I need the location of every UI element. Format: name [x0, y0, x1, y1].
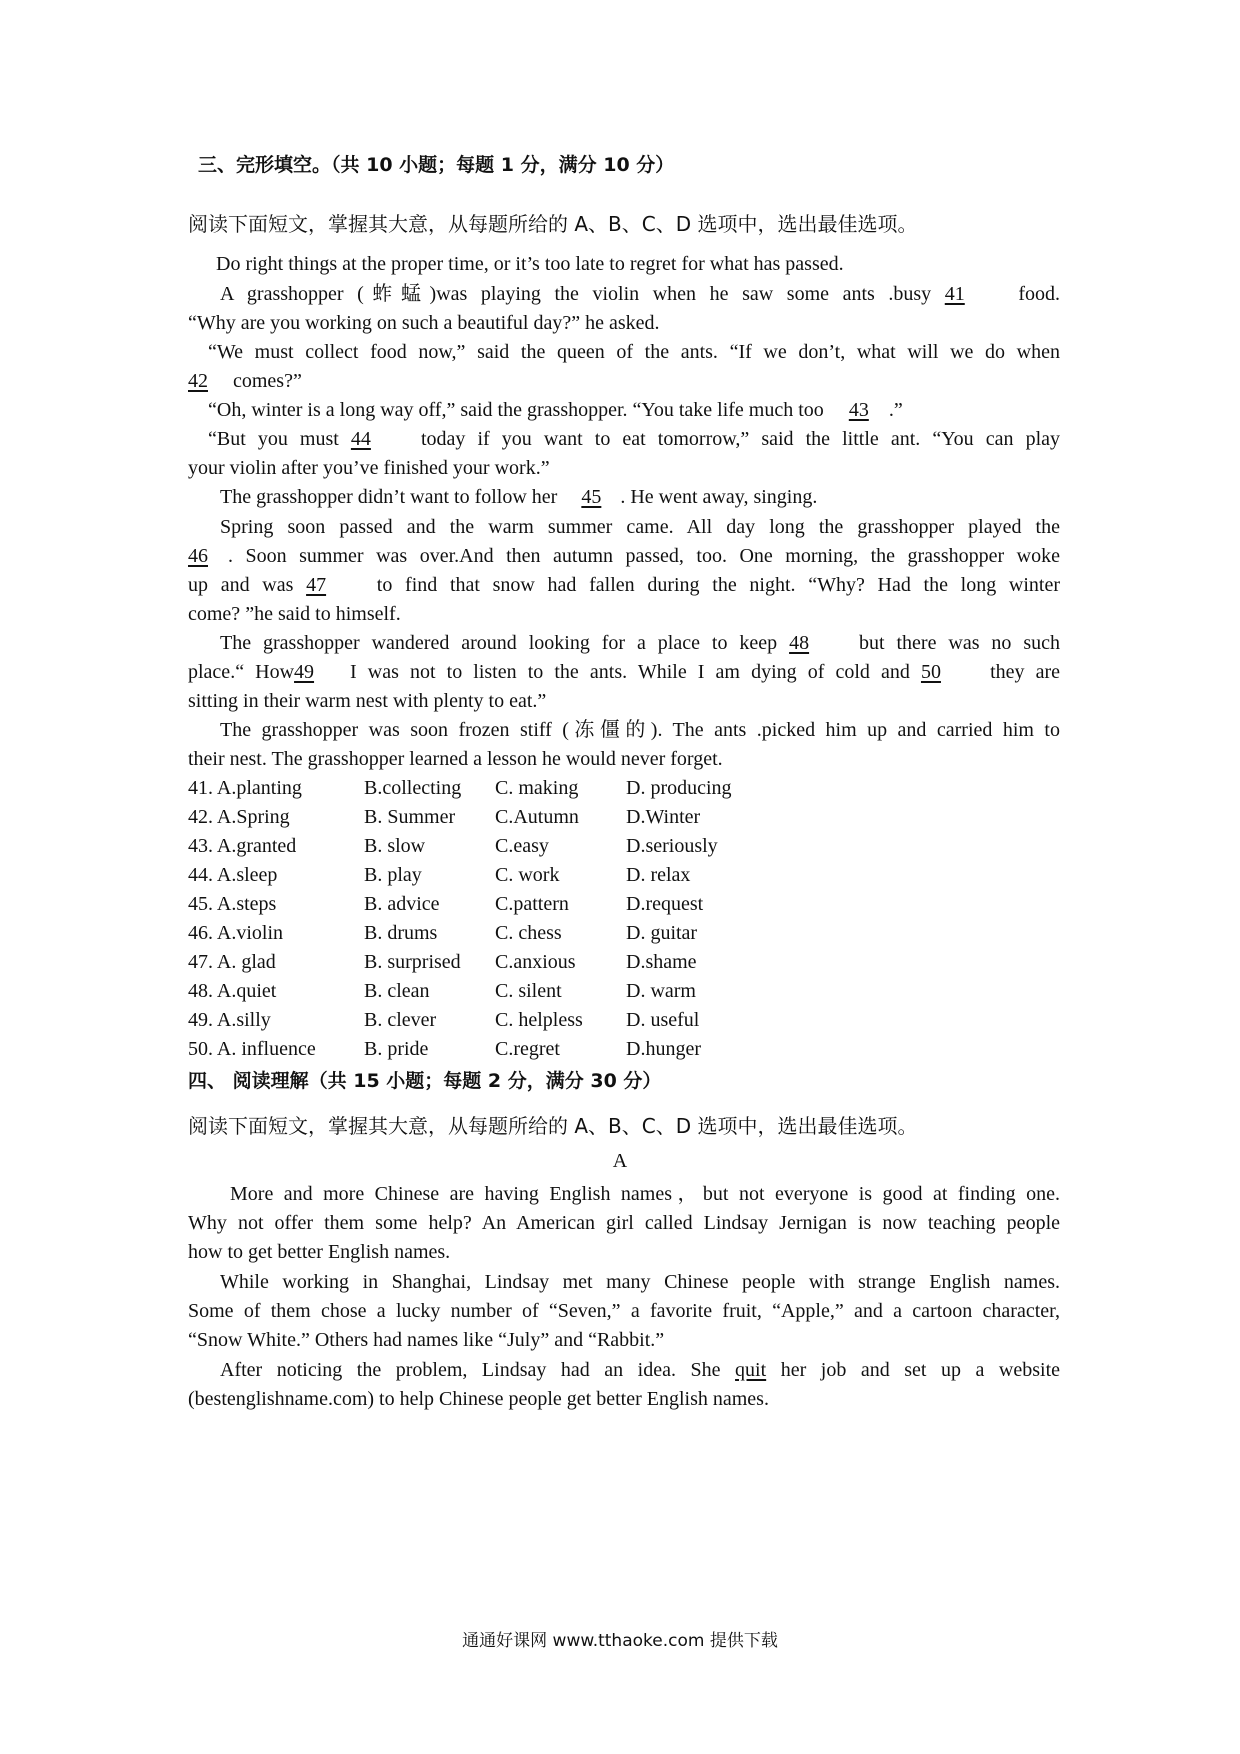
section-4-heading: 四、 阅读理解（共 15 小题；每题 2 分，满分 30 分） — [188, 1070, 662, 1092]
blank-43: 43 — [848, 399, 869, 421]
section-4-instruction: 阅读下面短文，掌握其大意，从每题所给的 A、B、C、D 选项中，选出最佳选项。 — [188, 1114, 918, 1138]
section-3-instruction: 阅读下面短文，掌握其大意，从每题所给的 A、B、C、D 选项中，选出最佳选项。 — [188, 212, 918, 236]
blank-50: 50 — [920, 661, 941, 683]
passage-line: Why not offer them some help? An American girl called Lindsay Jernigan is now teaching people — [188, 1212, 1060, 1234]
question-options-46: 46. A.violin B. drums C. chess D. guitar — [188, 922, 698, 944]
passage-line: “But you must 44 today if you want to eat tomorrow,” said the little ant. “You can play — [188, 423, 1060, 456]
section-3-heading: 三、完形填空。（共 10 小题；每题 1 分，满分 10 分） — [198, 154, 675, 176]
passage-line: 46 . Soon summer was over.And then autumn passed, too. One morning, the grasshopper woke — [188, 540, 1060, 573]
underlined-word: quit — [735, 1359, 767, 1381]
blank-41: 41 — [944, 283, 965, 305]
question-options-44: 44. A.sleep B. play C. work D. relax — [188, 864, 691, 886]
passage-line: Some of them chose a lucky number of “Seven,” a favorite fruit, “Apple,” and a cartoon character, — [188, 1300, 1060, 1322]
passage-a-label: A — [612, 1150, 628, 1172]
passage-line: After noticing the problem, Lindsay had an idea. She quit her job and set up a website — [220, 1359, 1061, 1381]
blank-48: 48 — [789, 632, 810, 654]
question-options-47: 47. A. glad B. surprised C.anxious D.shame — [188, 951, 697, 973]
blank-42: 42 — [188, 370, 208, 392]
passage-line: place.“ How49 I was not to listen to the ants. While I am dying of cold and 50 they are — [188, 656, 1060, 689]
passage-line: “Snow White.” Others had names like “July” and “Rabbit.” — [188, 1329, 665, 1351]
question-options-41: 41. A.planting B.collecting C. making D. producing — [188, 777, 732, 799]
passage-line: The grasshopper wandered around looking for a place to keep 48 but there was no such — [188, 627, 1060, 660]
question-options-50: 50. A. influence B. pride C.regret D.hunger — [188, 1038, 701, 1060]
passage-line: (bestenglishname.com) to help Chinese people get better English names. — [188, 1388, 769, 1410]
question-options-48: 48. A.quiet B. clean C. silent D. warm — [188, 980, 696, 1002]
passage-line: While working in Shanghai, Lindsay met many Chinese people with strange English names. — [220, 1271, 1060, 1293]
passage-line: your violin after you’ve finished your work.” — [188, 457, 550, 479]
blank-49: 49 — [294, 661, 315, 683]
passage-line: Spring soon passed and the warm summer came. All day long the grasshopper played the — [220, 516, 1060, 538]
passage-line: sitting in their warm nest with plenty to eat.” — [188, 690, 547, 712]
question-options-45: 45. A.steps B. advice C.pattern D.request — [188, 893, 704, 915]
blank-47: 47 — [306, 574, 327, 596]
passage-line: 42 comes?” — [188, 365, 1060, 398]
passage-line: “We must collect food now,” said the queen of the ants. “If we don’t, what will we do when — [208, 341, 1060, 363]
passage-line: More and more Chinese are having English names，but not everyone is good at finding one. — [230, 1183, 1060, 1205]
blank-45: 45 — [581, 486, 602, 508]
blank-44: 44 — [350, 428, 371, 450]
question-options-43: 43. A.granted B. slow C.easy D.seriously — [188, 835, 718, 857]
passage-line: The grasshopper was soon frozen stiff (冻僵的). The ants .picked him up and carried him to — [220, 719, 1060, 741]
passage-line: “Why are you working on such a beautiful day?” he asked. — [188, 312, 660, 334]
blank-46: 46 — [188, 545, 208, 567]
passage-intro: Do right things at the proper time, or it’s too late to regret for what has passed. — [216, 253, 844, 275]
question-options-49: 49. A.silly B. clever C. helpless D. useful — [188, 1009, 700, 1031]
passage-line: their nest. The grasshopper learned a lesson he would never forget. — [188, 748, 723, 770]
question-options-42: 42. A.Spring B. Summer C.Autumn D.Winter — [188, 806, 701, 828]
passage-line: The grasshopper didn’t want to follow her 45 . He went away, singing. — [188, 481, 1092, 514]
passage-line: A grasshopper (蚱蜢)was playing the violin when he saw some ants .busy 41 food. — [188, 278, 1060, 311]
passage-line: up and was 47 to find that snow had fallen during the night. “Why? Had the long winter — [188, 569, 1060, 602]
passage-line: “Oh, winter is a long way off,” said the grasshopper. “You take life much too 43 .” — [188, 394, 1080, 427]
passage-line: come? ”he said to himself. — [188, 603, 401, 625]
footer-source: 通通好课网 www.tthaoke.com 提供下载 — [462, 1631, 778, 1651]
passage-line: how to get better English names. — [188, 1241, 451, 1263]
